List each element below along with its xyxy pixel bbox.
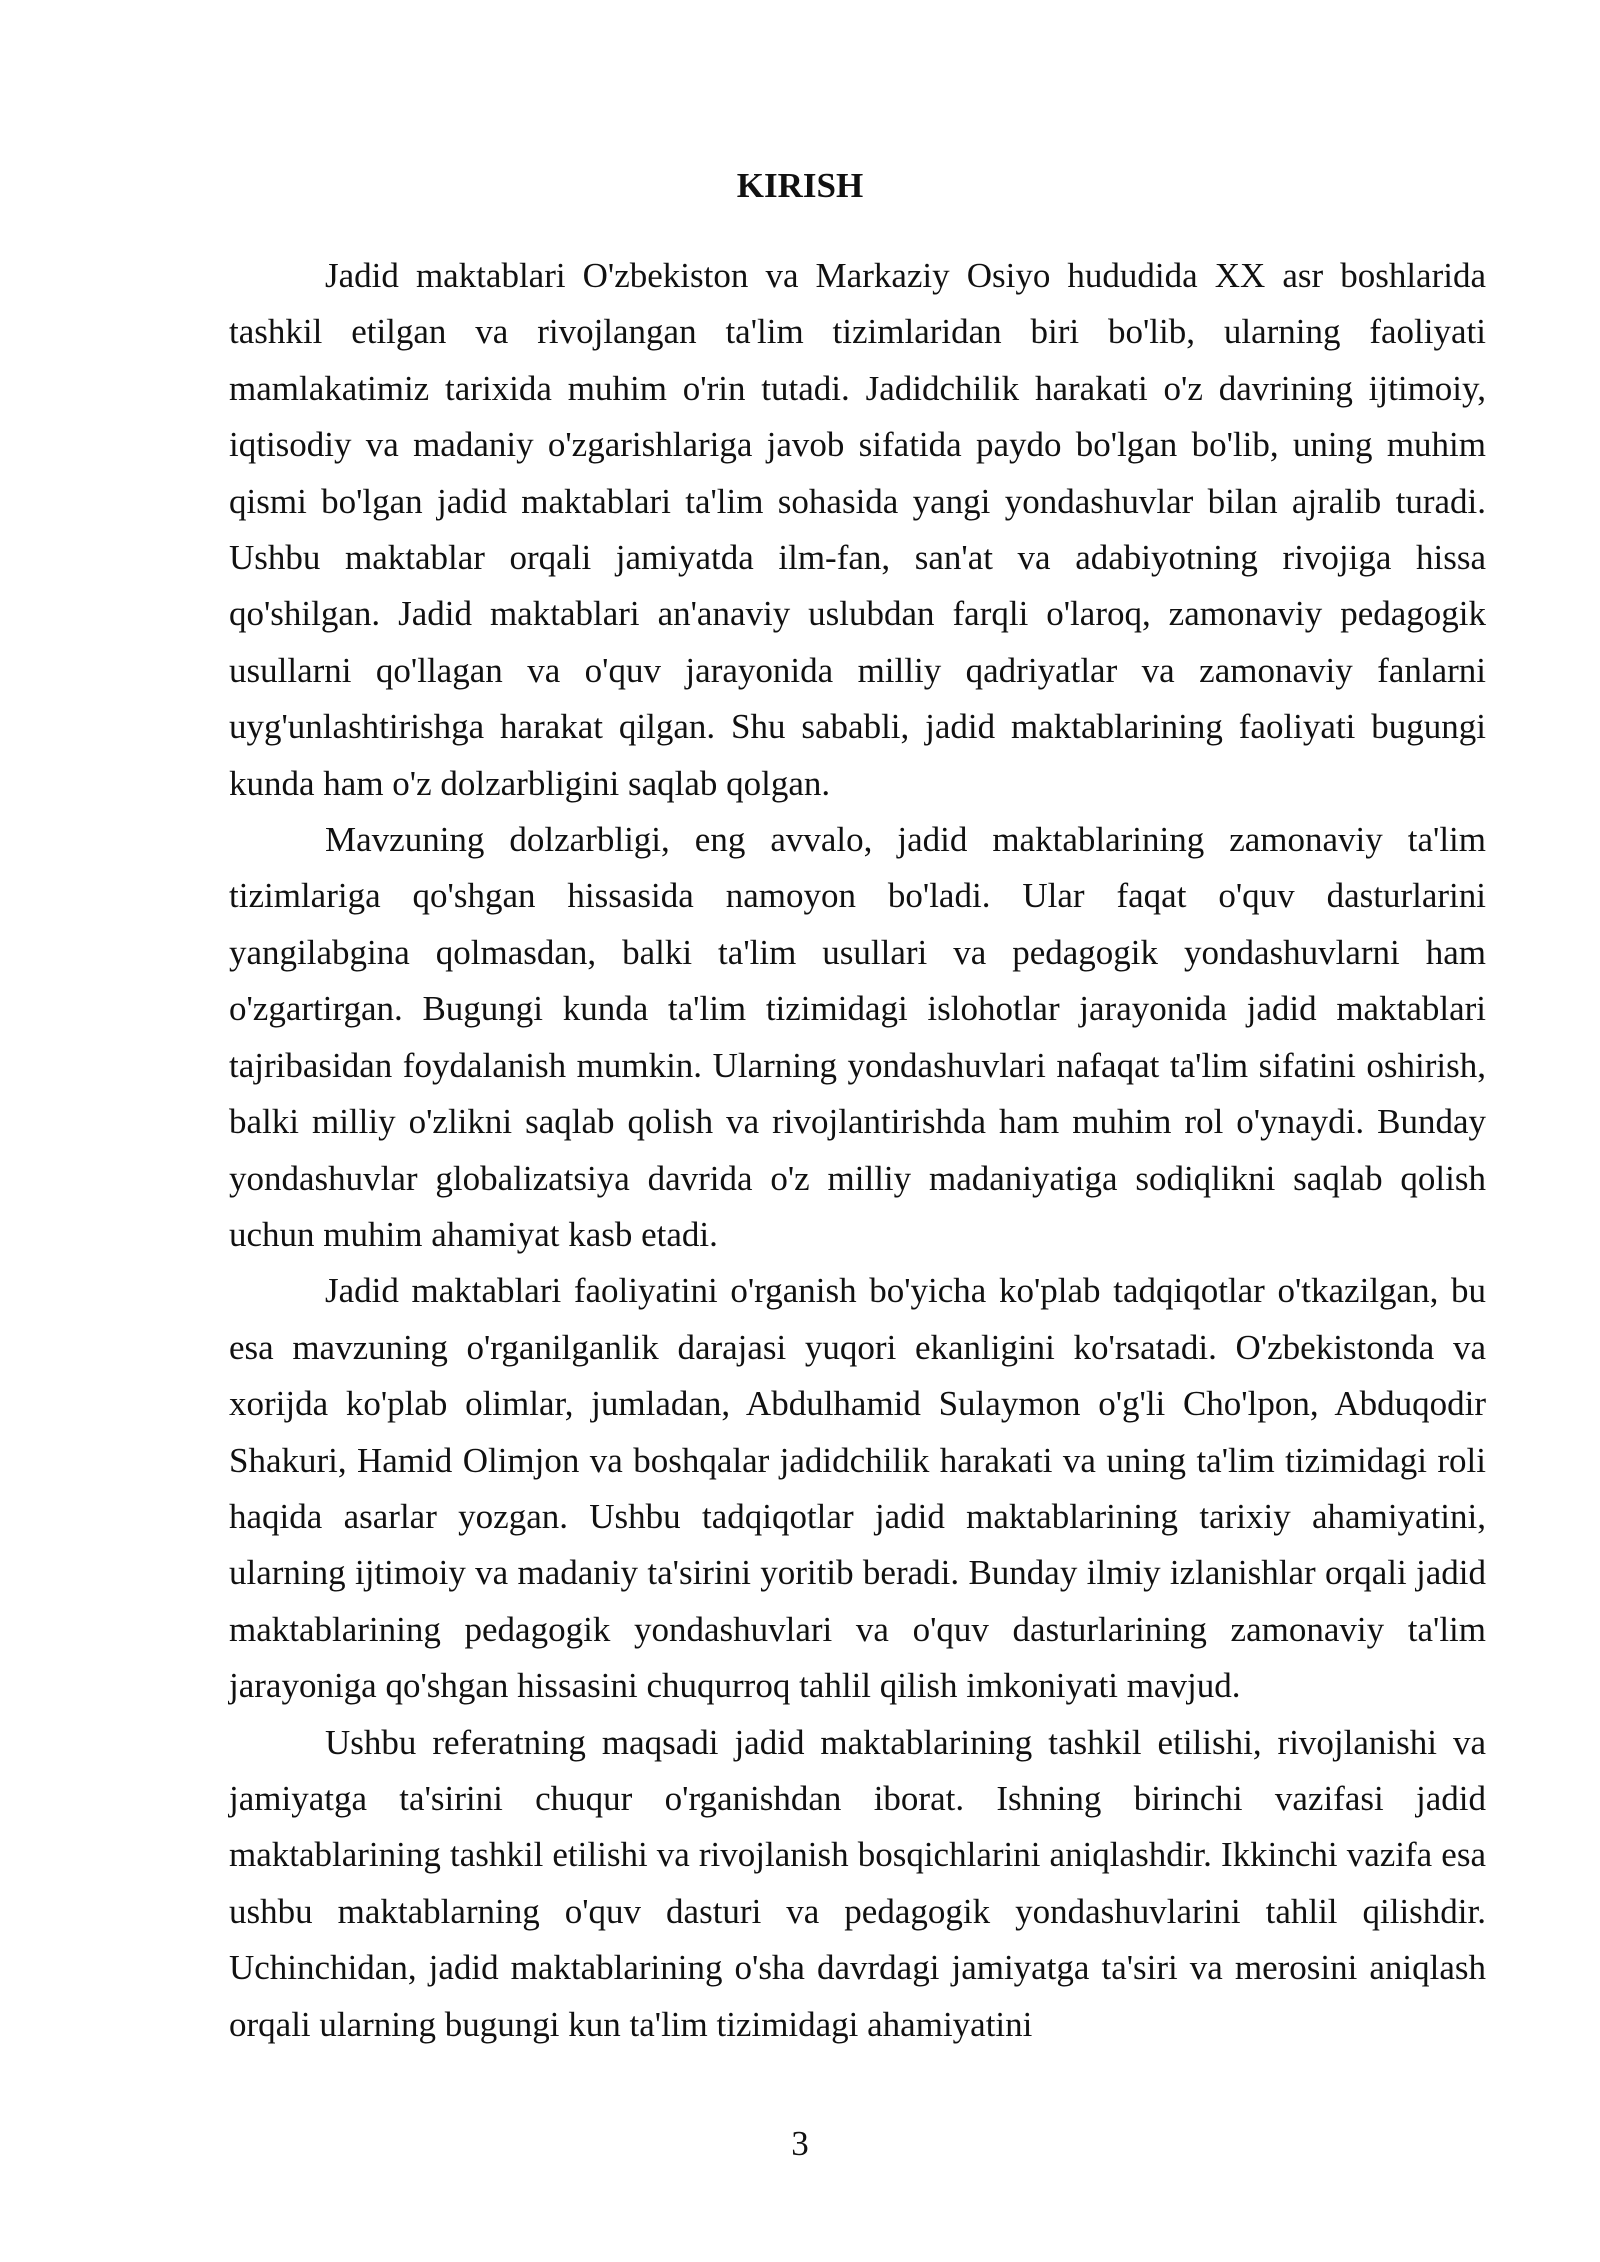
paragraph-intro: Jadid maktablari O'zbekiston va Markaziy Osiyo hududida XX asr boshlarida tashkil etilgan va rivojlangan ta'lim tizimlaridan biri bo'lib, ularning faoliyati mamlakatimiz tarixida muhim o'rin tutadi. Jadidchilik harakati o'z davrining ijtimoiy, iqtisodiy va madaniy o'zgarishlariga javob sifatida paydo bo'lgan bo'lib, uning muhim qismi bo'lgan jadid maktablari ta'lim sohasida yangi yondashuvlar bilan ajralib turadi. Ushbu maktablar orqali jamiyatda ilm-fan, san'at va adabiyotning rivojiga hissa qo'shilgan. Jadid maktablari an'anaviy uslubdan farqli o'laroq, zamonaviy pedagogik usullarni qo'llagan va o'quv jarayonida milliy qadriyatlar va zamonaviy fanlarni uyg'unlashtirishga harakat qilgan. Shu sababli, jadid maktablarining faoliyati bugungi kunda ham o'z dolzarbligini saqlab qolgan. bbox=[229, 256, 1486, 803]
section-heading: KIRISH bbox=[736, 166, 864, 205]
body-text bbox=[229, 248, 1486, 2053]
paragraph-research-level: Jadid maktablari faoliyatini o'rganish bo'yicha ko'plab tadqiqotlar o'tkazilgan, bu esa mavzuning o'rganilganlik darajasi yuqori ekanligini ko'rsatadi. O'zbekistonda va xorijda ko'plab olimlar, jumladan, Abdulhamid Sulaymon o'g'li Cho'lpon, Abduqodir Shakuri, Hamid Olimjon va boshqalar jadidchilik harakati va uning ta'lim tizimidagi roli haqida asarlar yozgan. Ushbu tadqiqotlar jadid maktablarining tarixiy ahamiyatini, ularning ijtimoiy va madaniy ta'sirini yoritib beradi. Bunday ilmiy izlanishlar orqali jadid maktablarining pedagogik yondashuvlari va o'quv dasturlarining zamonaviy ta'lim jarayoniga qo'shgan hissasini chuqurroq tahlil qilish imkoniyati mavjud. bbox=[229, 1271, 1486, 1706]
paragraph-relevance: Mavzuning dolzarbligi, eng avvalo, jadid maktablarining zamonaviy ta'lim tizimlariga qo'shgan hissasida namoyon bo'ladi. Ular faqat o'quv dasturlarini yangilabgina qolmasdan, balki ta'lim usullari va pedagogik yondashuvlarni ham o'zgartirgan. Bugungi kunda ta'lim tizimidagi islohotlar jarayonida jadid maktablari tajribasidan foydalanish mumkin. Ularning yondashuvlari nafaqat ta'lim sifatini oshirish, balki milliy o'zlikni saqlab qolish va rivojlantirishda ham muhim rol o'ynaydi. Bunday yondashuvlar globalizatsiya davrida o'z milliy madaniyatiga sodiqlikni saqlab qolish uchun muhim ahamiyat kasb etadi. bbox=[229, 820, 1486, 1254]
paragraph-aims: Ushbu referatning maqsadi jadid maktablarining tashkil etilishi, rivojlanishi va jamiyatga ta'sirini chuqur o'rganishdan iborat. Ishning birinchi vazifasi jadid maktablarining tashkil etilishi va rivojlanish bosqichlarini aniqlashdir. Ikkinchi vazifa esa ushbu maktablarning o'quv dasturi va pedagogik yondashuvlarini tahlil qilishdir. Uchinchidan, jadid maktablarining o'sha davrdagi jamiyatga ta'siri va merosini aniqlash orqali ularning bugungi kun ta'lim tizimidagi ahamiyatini bbox=[229, 1722, 1486, 2044]
page-number: 3 bbox=[791, 2124, 809, 2163]
